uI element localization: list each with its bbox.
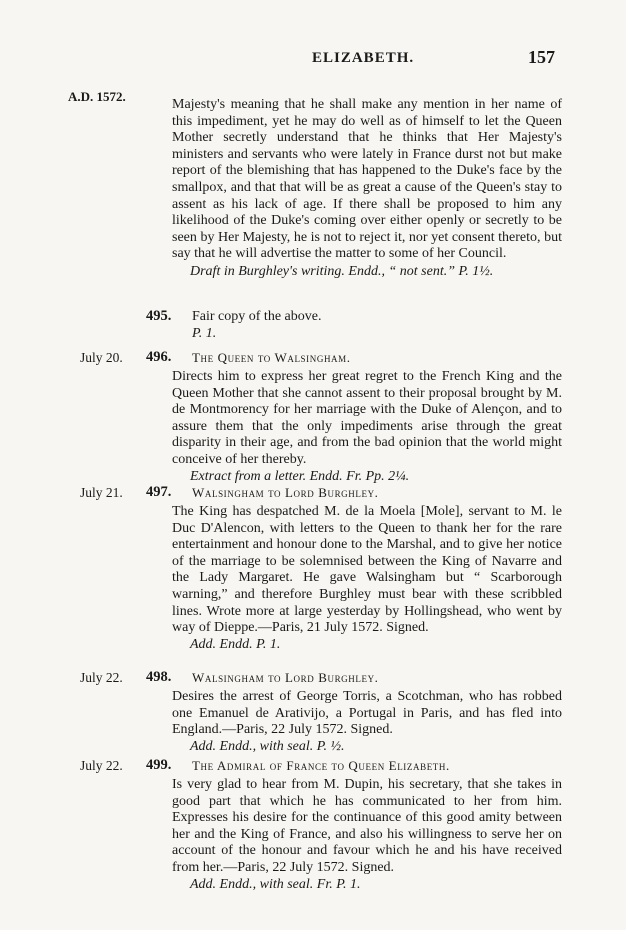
entry-497: [172, 504, 562, 653]
continuation-block: [172, 97, 562, 281]
entry-498: [172, 689, 562, 755]
entry-title: The Admiral of France to Queen Elizabeth.: [192, 758, 450, 773]
entry-495: [192, 309, 562, 342]
entry-date: July 20.: [80, 350, 123, 365]
entry-date: July 22.: [80, 758, 123, 773]
entry-body: Is very glad to hear from M. Dupin, his secretary, that she takes in good part that which he has communicated to her from him. Expresses his desire for the continuance of this good amity between her and the King of France, and also his willingness to serve her on account of the honour and favour which he and his have received from her.—Paris, 22 July 1572. Signed.: [172, 777, 562, 875]
entry-496: [172, 369, 562, 485]
entry-meta: P. 1.: [192, 325, 217, 341]
entry-body: Fair copy of the above.: [192, 309, 322, 324]
entry-title: Walsingham to Lord Burghley.: [192, 485, 379, 500]
continuation-text: Majesty's meaning that he shall make any mention in her name of this impediment, yet he may do well as of himself to let the Queen Mother secretly understand that he thinks that Her Majesty's ministers and servants who were lately in France durst not but make report of the blemishing that has happened to the Duke's face by the smallpox, and that that will be as great a cause of the Queen's stay to assent as his lack of age. If there shall be proposed to him any likelihood of the Duke's coming over either openly or secretly to be seen by Her Majesty, he is not to reject it, nor yet consent thereto, but say that he will advertise the matter to some of her Council.: [172, 97, 562, 262]
running-header-title: ELIZABETH.: [312, 50, 415, 66]
page-number: 157: [528, 47, 555, 67]
entry-number: 495.: [146, 308, 172, 324]
year-margin-label: A.D. 1572.: [68, 89, 126, 104]
entry-number: 498.: [146, 669, 172, 685]
entry-number: 499.: [146, 757, 172, 773]
entry-meta: Add. Endd., with seal. Fr. P. 1.: [190, 876, 361, 892]
entry-date: July 22.: [80, 670, 123, 685]
entry-meta: Add. Endd., with seal. P. ½.: [190, 738, 345, 754]
entry-number: 497.: [146, 484, 172, 500]
entry-499: [172, 777, 562, 893]
continuation-meta: Draft in Burghley's writing. Endd., “ not sent.” P. 1½.: [190, 263, 494, 279]
entry-title: The Queen to Walsingham.: [192, 350, 351, 365]
entry-body: Directs him to express her great regret to the French King and the Queen Mother that she cannot assent to their proposal brought by M. de Montmorency for her marriage with the Duke of Alençon, and to assure them that the only impediments arise through the great disparity in their age, and from the bad opinion that the world might conceive of her thereby.: [172, 369, 562, 467]
entry-meta: Add. Endd. P. 1.: [190, 636, 281, 652]
entry-title: Walsingham to Lord Burghley.: [192, 670, 379, 685]
entry-date: July 21.: [80, 485, 123, 500]
entry-meta: Extract from a letter. Endd. Fr. Pp. 2¼.: [190, 468, 410, 484]
entry-body: The King has despatched M. de la Moela [Mole], servant to M. le Duc D'Alencon, with letters to the Queen to thank her for the rare entertainment and honour done to the Marshal, and to give her notice of the marriage to be solemnised between the King of Navarre and the Lady Margaret. He gave Walsingham but “ Scarborough warning,” and therefore Burghley must bear with these scribbled lines. Wrote more at large yesterday by Hollingshead, who went by way of Dieppe.—Paris, 21 July 1572. Signed.: [172, 504, 562, 636]
entry-number: 496.: [146, 349, 172, 365]
entry-body: Desires the arrest of George Torris, a Scotchman, who has robbed one Emanuel de Arativijo, a Portugal in Paris, and has fled into England.—Paris, 22 July 1572. Signed.: [172, 689, 562, 738]
